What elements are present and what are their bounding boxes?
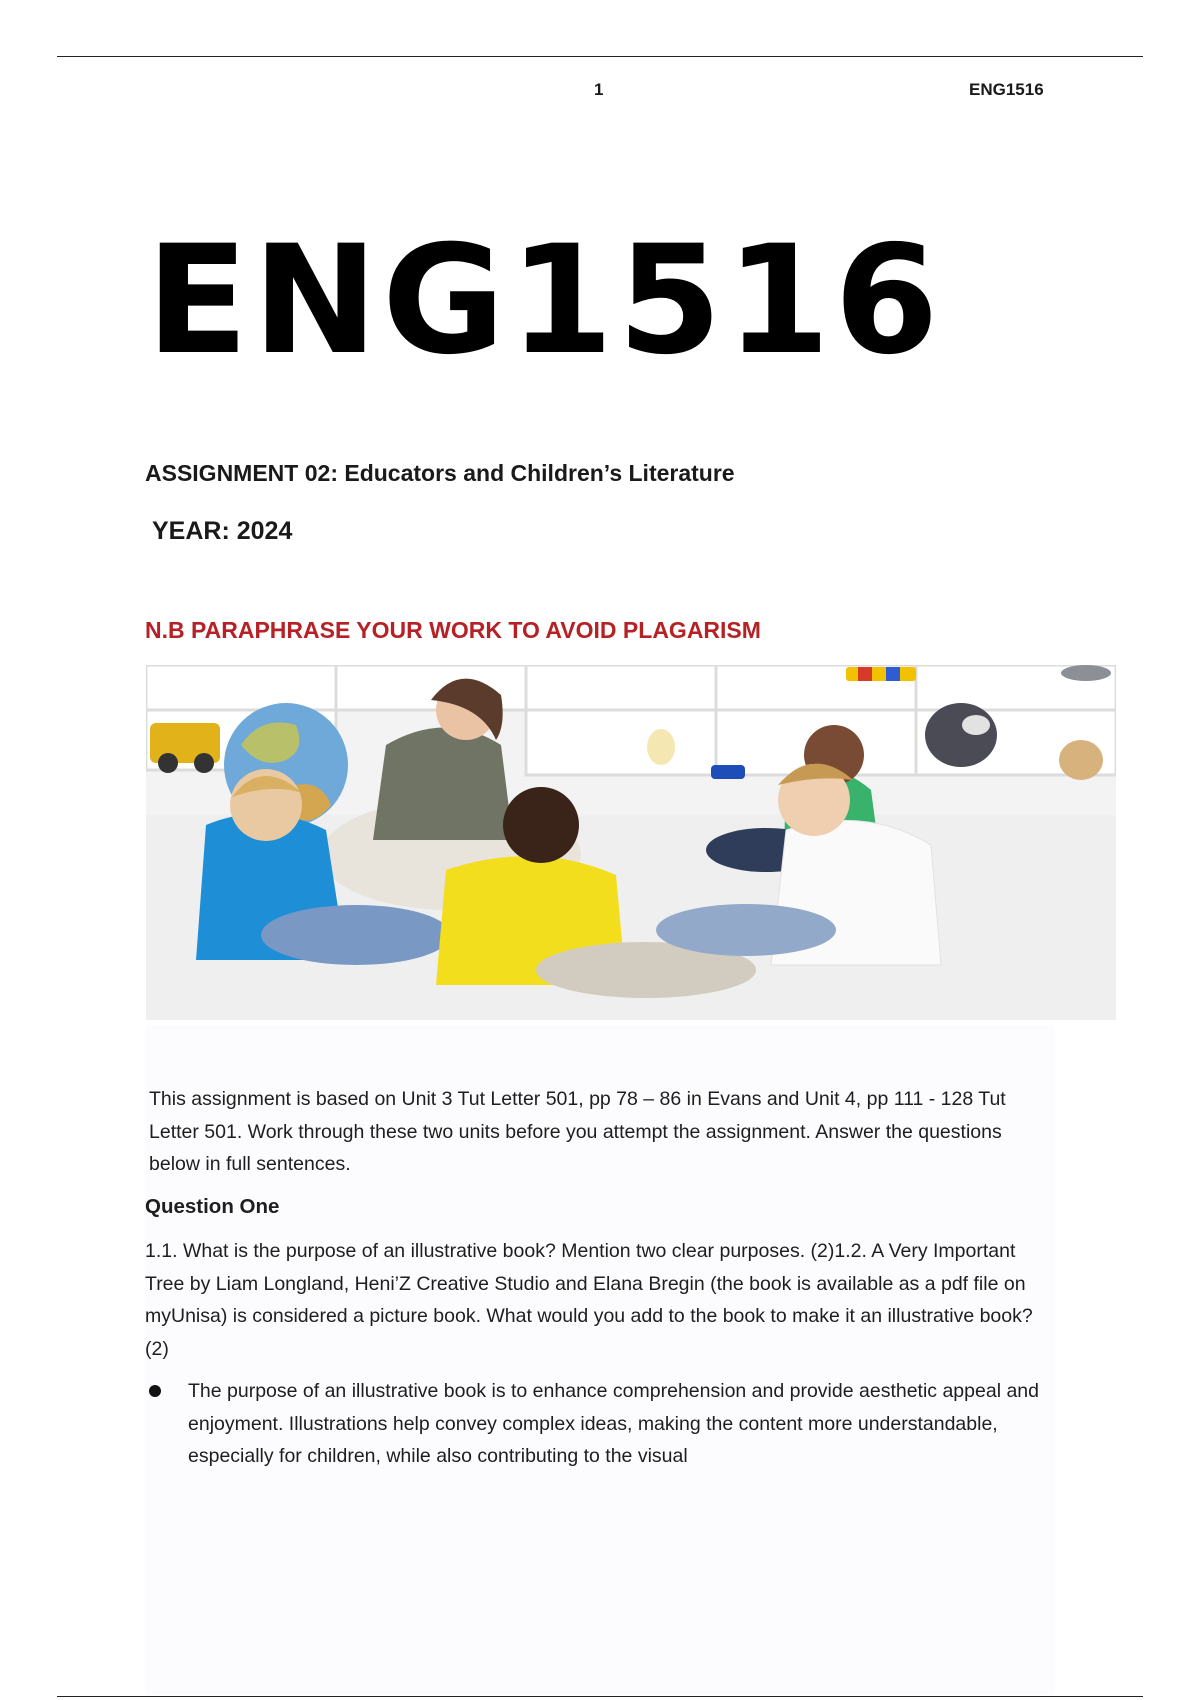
footer-rule xyxy=(57,1696,1143,1697)
header-course-code: ENG1516 xyxy=(969,80,1044,99)
list-item xyxy=(145,1375,1040,1473)
answer-text: The purpose of an illustrative book is to enhance comprehension and provide aesthetic appeal and enjoyment. Illustrations help convey complex ideas, making the content more understandable, especially for children, while also contributing to the visual xyxy=(188,1380,1039,1467)
plagiarism-warning: N.B PARAPHRASE YOUR WORK TO AVOID PLAGARISM xyxy=(145,617,761,643)
course-code-title: ENG1516 xyxy=(146,214,943,388)
question-text: 1.1. What is the purpose of an illustrative book? Mention two clear purposes. (2)1.2. A Very Important Tree by Liam Longland, Heni’Z Creative Studio and Elana Bregin (the book is available as a pdf file on myUnisa) is considered a picture book. What would you add to the book to make it an illustrative book? (2) xyxy=(145,1240,1033,1360)
assignment-body xyxy=(145,1083,1040,1473)
classroom-photo xyxy=(146,665,1116,1020)
assignment-title: ASSIGNMENT 02: Educators and Children’s Literature xyxy=(145,460,735,486)
question-heading: Question One xyxy=(145,1194,280,1218)
page-number: 1 xyxy=(594,80,604,99)
bullet-icon xyxy=(149,1385,161,1397)
year-label: YEAR: 2024 xyxy=(152,517,293,545)
header-rule xyxy=(57,56,1143,57)
intro-paragraph: This assignment is based on Unit 3 Tut Letter 501, pp 78 – 86 in Evans and Unit 4, pp 111 - 128 Tut Letter 501. Work through these two units before you attempt the assignment. Answer the questions below in full sentences. xyxy=(149,1088,1006,1175)
answer-list xyxy=(145,1375,1040,1473)
